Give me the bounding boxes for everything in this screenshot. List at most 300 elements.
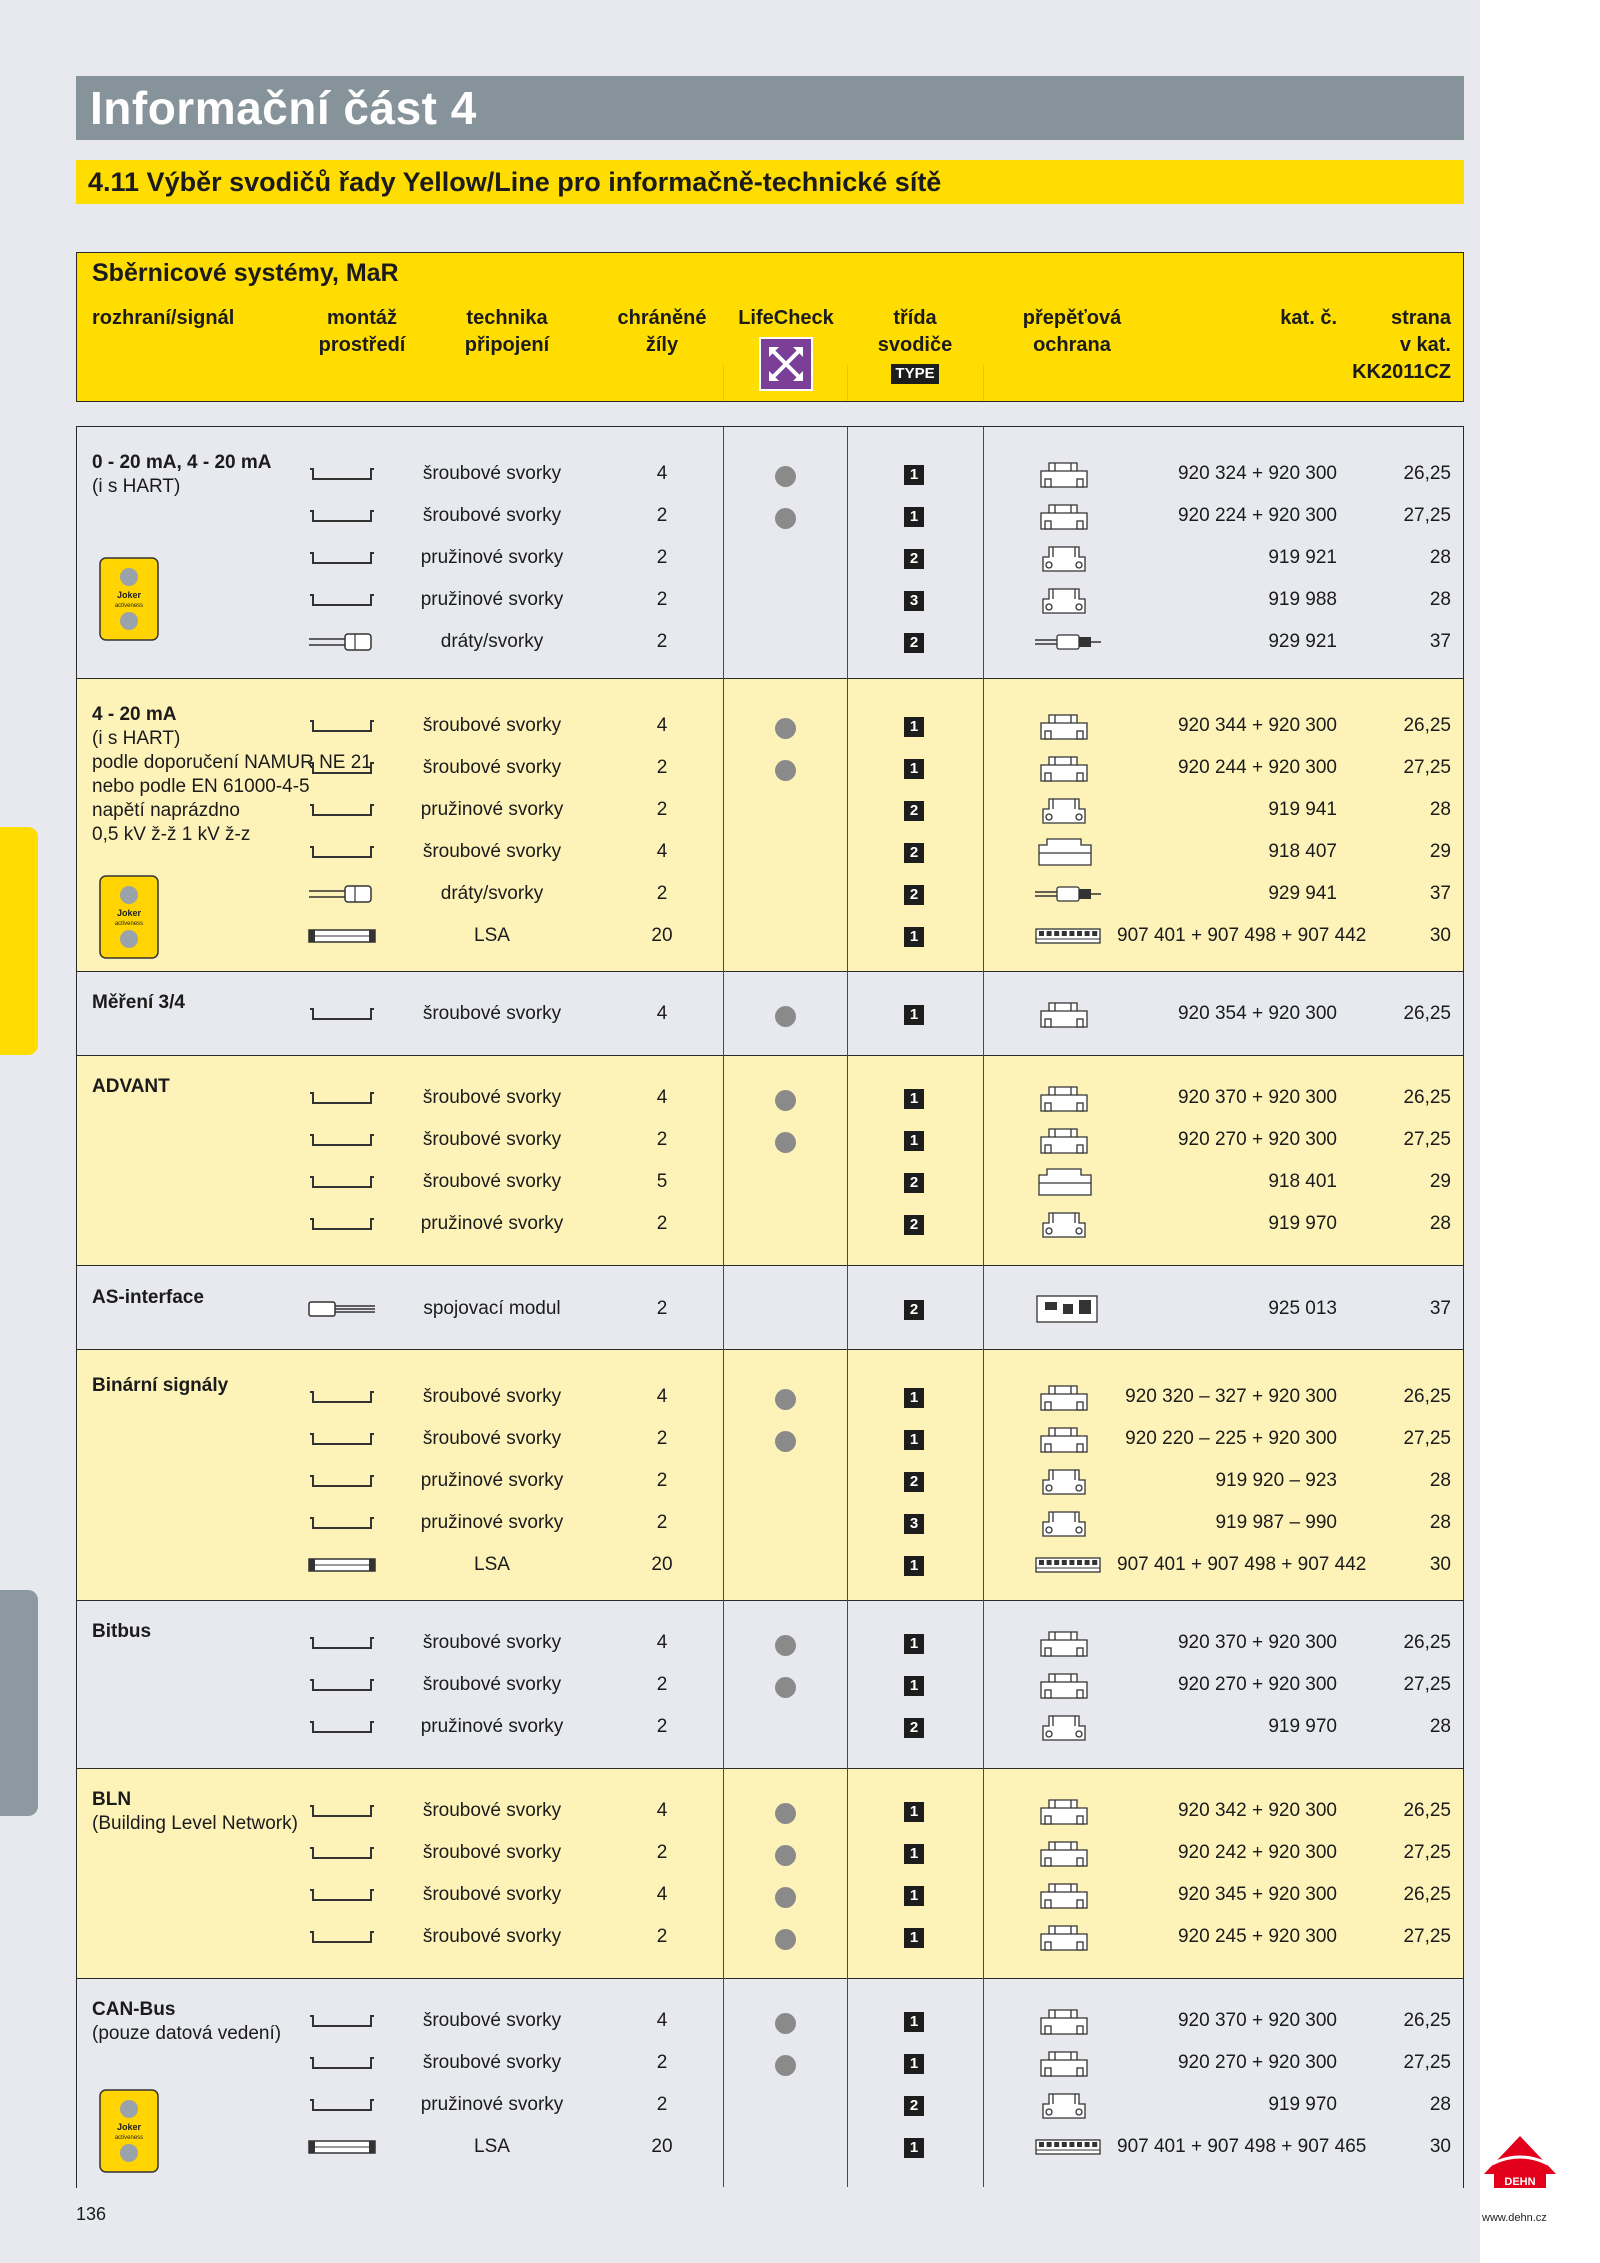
- connection-technique: šroubové svorky: [422, 1884, 562, 1905]
- blitzductor-module-icon: [1035, 1081, 1101, 1115]
- din-rail-icon: [307, 1428, 377, 1450]
- protected-wires: 20: [651, 925, 673, 946]
- arrester-class-badge: 1: [904, 1634, 924, 1654]
- table-row: [77, 537, 1463, 579]
- connection-technique: šroubové svorky: [422, 841, 562, 862]
- blitzductor-module-icon: [1035, 2004, 1101, 2038]
- connection-technique: šroubové svorky: [422, 715, 562, 736]
- arrester-class-badge: 1: [904, 1844, 924, 1864]
- group-name: 4 - 20 mA: [92, 704, 177, 725]
- table-row: [77, 915, 1463, 957]
- catalog-page: 27,25: [1403, 1674, 1451, 1695]
- protected-wires: 4: [656, 1003, 668, 1024]
- lifecheck-dot-icon: [775, 508, 796, 529]
- arrester-class-badge: 1: [904, 2138, 924, 2158]
- table-row: [77, 579, 1463, 621]
- catalog-number: 919 941: [1268, 799, 1337, 820]
- table-row: [77, 1418, 1463, 1460]
- catalog-page: 28: [1429, 2094, 1451, 2115]
- slim-protector-icon: [1035, 1207, 1101, 1241]
- header-page-line2: v kat.: [1399, 334, 1451, 356]
- product-group: [77, 1265, 1463, 1349]
- connection-technique: šroubové svorky: [422, 1129, 562, 1150]
- arrester-class-badge: 2: [904, 1300, 924, 1320]
- slim-protector-icon: [1035, 793, 1101, 827]
- table-row: [77, 1874, 1463, 1916]
- arrester-class-badge: 1: [904, 1676, 924, 1696]
- arrester-class-badge: 1: [904, 2012, 924, 2032]
- lsa-strip-icon: [307, 1554, 377, 1576]
- din-rail-icon: [307, 1926, 377, 1948]
- din-rail-icon: [307, 1842, 377, 1864]
- column-divider: [847, 427, 848, 2187]
- connection-technique: šroubové svorky: [422, 1842, 562, 1863]
- din-rail-icon: [307, 463, 377, 485]
- group-description-line: podle doporučení NAMUR NE 21: [92, 752, 372, 773]
- connection-technique: šroubové svorky: [422, 2010, 562, 2031]
- blitzductor-module-icon: [1035, 457, 1101, 491]
- table-row: [77, 831, 1463, 873]
- connection-technique: šroubové svorky: [422, 1674, 562, 1695]
- table-row: [77, 453, 1463, 495]
- lsa-strip-icon: [307, 925, 377, 947]
- header-connection-line2: připojení: [464, 334, 550, 356]
- header-interface: [92, 305, 234, 332]
- slim-protector-icon: [1035, 541, 1101, 575]
- protected-wires: 2: [656, 1842, 668, 1863]
- arrester-class-badge: 3: [904, 1514, 924, 1534]
- table-row: [77, 1916, 1463, 1958]
- joker-label: Joker: [116, 2122, 142, 2132]
- catalog-number: 920 245 + 920 300: [1177, 1926, 1337, 1947]
- protected-wires: 2: [656, 1213, 668, 1234]
- arrester-class-badge: 1: [904, 1928, 924, 1948]
- dehn-logo-text: DEHN: [1504, 2176, 1536, 2188]
- header-mounting-line2: prostředí: [318, 334, 406, 356]
- table-row: [77, 1119, 1463, 1161]
- catalog-number: 920 370 + 920 300: [1177, 1632, 1337, 1653]
- arrester-class-badge: 2: [904, 1472, 924, 1492]
- catalog-number: 920 342 + 920 300: [1177, 1800, 1337, 1821]
- arrester-class-badge: 1: [904, 2054, 924, 2074]
- group-description-line: (i s HART): [92, 476, 181, 497]
- lifecheck-dot-icon: [775, 2055, 796, 2076]
- table-row: [77, 1622, 1463, 1664]
- arrester-class-badge: 2: [904, 801, 924, 821]
- arrester-class-badge: 1: [904, 927, 924, 947]
- connection-technique: šroubové svorky: [422, 2052, 562, 2073]
- protected-wires: 2: [656, 1674, 668, 1695]
- group-name: AS-interface: [92, 1287, 204, 1308]
- connection-technique: pružinové svorky: [420, 2094, 564, 2115]
- joker-sub: activeness: [114, 2135, 144, 2141]
- arrester-class-badge: 1: [904, 465, 924, 485]
- catalog-number: 920 270 + 920 300: [1177, 2052, 1337, 2073]
- blitzductor-module-icon: [1035, 1380, 1101, 1414]
- header-connection-line1: technika: [466, 307, 548, 329]
- lifecheck-dot-icon: [775, 760, 796, 781]
- protected-wires: 4: [656, 715, 668, 736]
- protected-wires: 4: [656, 1087, 668, 1108]
- arrester-class-badge: 2: [904, 2096, 924, 2116]
- blitzductor-module-icon: [1035, 1626, 1101, 1660]
- din-rail-icon: [307, 1129, 377, 1151]
- arrester-class-badge: 1: [904, 1556, 924, 1576]
- page-title: Informační část 4: [76, 76, 1464, 140]
- catalog-page: 27,25: [1403, 1129, 1451, 1150]
- connection-technique: šroubové svorky: [422, 1800, 562, 1821]
- header-wires-line2: žíly: [645, 334, 679, 356]
- joker-label: Joker: [116, 908, 142, 918]
- group-description-line: 0,5 kV ž-ž 1 kV ž-z: [92, 824, 251, 845]
- header-interface-label: rozhraní/signál: [92, 307, 235, 329]
- side-tab-grey: [0, 1590, 38, 1816]
- product-group: [77, 1978, 1463, 2189]
- catalog-number: 918 407: [1268, 841, 1337, 862]
- lifecheck-dot-icon: [775, 1006, 796, 1027]
- din-rail-icon: [307, 1213, 377, 1235]
- arrester-class-badge: 1: [904, 1886, 924, 1906]
- product-group: [77, 427, 1463, 678]
- header-protection-line1: přepěťová: [1022, 307, 1122, 329]
- catalog-page: 29: [1429, 1171, 1451, 1192]
- connection-technique: dráty/svorky: [440, 883, 544, 904]
- catalog-page: 28: [1429, 799, 1451, 820]
- protected-wires: 2: [656, 2094, 668, 2115]
- lifecheck-dot-icon: [775, 1635, 796, 1656]
- table-row: [77, 1376, 1463, 1418]
- header-wires: [597, 305, 727, 359]
- connection-technique: pružinové svorky: [420, 799, 564, 820]
- catalog-number: 919 988: [1268, 589, 1337, 610]
- group-description-line: napětí naprázdno: [92, 800, 240, 821]
- side-tab-yellow: [0, 827, 38, 1055]
- catalog-number: 920 345 + 920 300: [1177, 1884, 1337, 1905]
- catalog-number: 907 401 + 907 498 + 907 442: [1117, 925, 1367, 946]
- catalog-number: 929 941: [1268, 883, 1337, 904]
- protected-wires: 2: [656, 1470, 668, 1491]
- protected-wires: 2: [656, 505, 668, 526]
- catalog-page: 30: [1429, 1554, 1451, 1575]
- lifecheck-dot-icon: [775, 1132, 796, 1153]
- protected-wires: 2: [656, 1512, 668, 1533]
- din-rail-icon: [307, 505, 377, 527]
- catalog-page: 30: [1429, 925, 1451, 946]
- table-row: [77, 2126, 1463, 2168]
- protected-wires: 2: [656, 1428, 668, 1449]
- connection-technique: pružinové svorky: [420, 547, 564, 568]
- connection-technique: pružinové svorky: [420, 1213, 564, 1234]
- arrester-class-badge: 1: [904, 507, 924, 527]
- protector-housing-icon: [1035, 1165, 1101, 1199]
- connection-technique: pružinové svorky: [420, 1716, 564, 1737]
- din-rail-icon: [307, 1674, 377, 1696]
- catalog-page: 27,25: [1403, 505, 1451, 526]
- lsa-strip-icon: [307, 2136, 377, 2158]
- slim-protector-icon: [1035, 2088, 1101, 2122]
- protected-wires: 2: [656, 589, 668, 610]
- catalog-page: 28: [1429, 1716, 1451, 1737]
- group-description-line: nebo podle EN 61000-4-5: [92, 776, 310, 797]
- lifecheck-icon: [759, 337, 813, 391]
- group-name: BLN: [92, 1789, 132, 1810]
- connection-technique: dráty/svorky: [440, 631, 544, 652]
- table-row: [77, 2084, 1463, 2126]
- arrester-class-badge: 1: [904, 1388, 924, 1408]
- connection-technique: šroubové svorky: [422, 463, 562, 484]
- protected-wires: 4: [656, 1386, 668, 1407]
- page-number: 136: [76, 2204, 107, 2224]
- column-divider: [983, 427, 984, 2187]
- table-row: [77, 1706, 1463, 1748]
- catalog-page: 27,25: [1403, 1428, 1451, 1449]
- din-rail-icon: [307, 1716, 377, 1738]
- protected-wires: 2: [656, 1298, 668, 1319]
- catalog-number: 920 324 + 920 300: [1177, 463, 1337, 484]
- header-protection: [997, 305, 1147, 359]
- product-group: [77, 1349, 1463, 1600]
- din-rail-icon: [307, 799, 377, 821]
- catalog-page: 37: [1429, 631, 1451, 652]
- catalog-number: 907 401 + 907 498 + 907 465: [1117, 2136, 1367, 2157]
- wire-connector-icon: [307, 631, 377, 653]
- catalog-page: 26,25: [1403, 463, 1451, 484]
- din-rail-icon: [307, 2052, 377, 2074]
- catalog-page: 26,25: [1403, 1003, 1451, 1024]
- lifecheck-dot-icon: [775, 1887, 796, 1908]
- connection-technique: pružinové svorky: [420, 589, 564, 610]
- pcb-module-icon: [1035, 1292, 1101, 1326]
- protected-wires: 2: [656, 883, 668, 904]
- catalog-number: 920 354 + 920 300: [1177, 1003, 1337, 1024]
- arrester-class-badge: 1: [904, 1131, 924, 1151]
- catalog-number: 920 242 + 920 300: [1177, 1842, 1337, 1863]
- table-row: [77, 1203, 1463, 1245]
- lifecheck-dot-icon: [775, 1431, 796, 1452]
- din-rail-icon: [307, 547, 377, 569]
- catalog-number: 919 920 – 923: [1215, 1470, 1337, 1491]
- table-row: [77, 873, 1463, 915]
- protected-wires: 2: [656, 631, 668, 652]
- protected-wires: 20: [651, 2136, 673, 2157]
- catalog-number: 920 370 + 920 300: [1177, 2010, 1337, 2031]
- protected-wires: 2: [656, 1716, 668, 1737]
- group-name: Měření 3/4: [92, 992, 185, 1013]
- catalog-number: 919 987 – 990: [1215, 1512, 1337, 1533]
- catalog-page: 37: [1429, 883, 1451, 904]
- catalog-number: 929 921: [1268, 631, 1337, 652]
- inline-protector-icon: [1035, 625, 1101, 659]
- connection-technique: LSA: [474, 2136, 510, 2157]
- group-description-line: (i s HART): [92, 728, 181, 749]
- product-group: [77, 1768, 1463, 1978]
- slim-protector-icon: [1035, 1710, 1101, 1744]
- group-description-line: (pouze datová vedení): [92, 2023, 282, 2044]
- din-rail-icon: [307, 841, 377, 863]
- header-page-line3: KK2011CZ: [1352, 361, 1451, 383]
- type-badge: TYPE: [891, 364, 938, 384]
- group-name: Bitbus: [92, 1621, 152, 1642]
- header-wires-line1: chráněné: [617, 307, 707, 329]
- lifecheck-dot-icon: [775, 1803, 796, 1824]
- catalog-number: 920 270 + 920 300: [1177, 1129, 1337, 1150]
- din-rail-icon: [307, 1171, 377, 1193]
- din-rail-icon: [307, 757, 377, 779]
- joker-sub: activeness: [114, 603, 144, 609]
- protected-wires: 4: [656, 841, 668, 862]
- catalog-number: 918 401: [1268, 1171, 1337, 1192]
- wire-connector-icon: [307, 883, 377, 905]
- header-lifecheck-label: LifeCheck: [738, 307, 834, 329]
- blitzductor-module-icon: [1035, 1794, 1101, 1828]
- joker-label: Joker: [116, 590, 142, 600]
- header-class: [855, 305, 975, 386]
- protector-housing-icon: [1035, 835, 1101, 869]
- column-divider: [723, 427, 724, 2187]
- table-row: [77, 1832, 1463, 1874]
- catalog-page: 26,25: [1403, 1884, 1451, 1905]
- joker-sub: activeness: [114, 921, 144, 927]
- arrester-class-badge: 1: [904, 1089, 924, 1109]
- catalog-page: 27,25: [1403, 1926, 1451, 1947]
- lifecheck-dot-icon: [775, 1677, 796, 1698]
- arrester-class-badge: 2: [904, 1173, 924, 1193]
- catalog-number: 919 970: [1268, 1716, 1337, 1737]
- product-group: [77, 971, 1463, 1055]
- catalog-number: 919 921: [1268, 547, 1337, 568]
- catalog-page: 26,25: [1403, 1800, 1451, 1821]
- arrester-class-badge: 2: [904, 1718, 924, 1738]
- catalog-number: 919 970: [1268, 1213, 1337, 1234]
- header-class-label: třída svodiče: [877, 307, 953, 356]
- catalog-page: 28: [1429, 1470, 1451, 1491]
- table-row: [77, 1502, 1463, 1544]
- catalog-page: 27,25: [1403, 2052, 1451, 2073]
- catalog-number: 920 344 + 920 300: [1177, 715, 1337, 736]
- brand-url: www.dehn.cz: [1482, 2212, 1547, 2224]
- group-name: 0 - 20 mA, 4 - 20 mA: [92, 452, 272, 473]
- arrester-class-badge: 2: [904, 633, 924, 653]
- group-description-line: (Building Level Network): [92, 1813, 298, 1834]
- table-header: [76, 252, 1464, 402]
- catalog-page: 29: [1429, 841, 1451, 862]
- blitzductor-module-icon: [1035, 1836, 1101, 1870]
- table-row: [77, 1288, 1463, 1330]
- catalog-page: 26,25: [1403, 2010, 1451, 2031]
- din-rail-icon: [307, 1087, 377, 1109]
- lifecheck-dot-icon: [775, 718, 796, 739]
- table-row: [77, 1544, 1463, 1586]
- table-row: [77, 1790, 1463, 1832]
- protected-wires: 4: [656, 463, 668, 484]
- blitzductor-module-icon: [1035, 997, 1101, 1031]
- catalog-number: 925 013: [1268, 1298, 1337, 1319]
- catalog-number: 920 270 + 920 300: [1177, 1674, 1337, 1695]
- protected-wires: 2: [656, 799, 668, 820]
- connection-technique: pružinové svorky: [420, 1470, 564, 1491]
- catalog-page: 26,25: [1403, 715, 1451, 736]
- connection-technique: šroubové svorky: [422, 1003, 562, 1024]
- header-section-title: Sběrnicové systémy, MaR: [92, 259, 399, 287]
- table-row: [77, 747, 1463, 789]
- table-row: [77, 621, 1463, 663]
- table-row: [77, 1460, 1463, 1502]
- slim-protector-icon: [1035, 1506, 1101, 1540]
- blitzductor-module-icon: [1035, 2046, 1101, 2080]
- section-subtitle: 4.11 Výběr svodičů řady Yellow/Line pro informačně-technické sítě: [76, 160, 1464, 204]
- catalog-number: 920 320 – 327 + 920 300: [1125, 1386, 1337, 1407]
- protected-wires: 4: [656, 1800, 668, 1821]
- protected-wires: 4: [656, 1884, 668, 1905]
- product-group: [77, 1055, 1463, 1265]
- blitzductor-module-icon: [1035, 1920, 1101, 1954]
- product-table: [76, 426, 1464, 2188]
- lifecheck-dot-icon: [775, 466, 796, 487]
- group-name: ADVANT: [92, 1076, 170, 1097]
- catalog-number: 920 224 + 920 300: [1177, 505, 1337, 526]
- connection-technique: LSA: [474, 925, 510, 946]
- lifecheck-dot-icon: [775, 2013, 796, 2034]
- din-rail-icon: [307, 1884, 377, 1906]
- catalog-page: 28: [1429, 1213, 1451, 1234]
- header-divider: [847, 365, 848, 401]
- right-margin: [1480, 0, 1600, 2263]
- product-group: [77, 678, 1463, 971]
- catalog-number: 920 370 + 920 300: [1177, 1087, 1337, 1108]
- catalog-page: 28: [1429, 589, 1451, 610]
- product-group: [77, 1600, 1463, 1768]
- group-name: Binární signály: [92, 1375, 229, 1396]
- table-row: [77, 993, 1463, 1035]
- arrester-class-badge: 2: [904, 843, 924, 863]
- catalog-page: 27,25: [1403, 1842, 1451, 1863]
- table-row: [77, 1077, 1463, 1119]
- header-mounting: [307, 305, 417, 359]
- module-icon: [307, 1298, 377, 1320]
- arrester-class-badge: 1: [904, 1802, 924, 1822]
- catalog-page: 30: [1429, 2136, 1451, 2157]
- header-mounting-line1: montáž: [327, 307, 397, 329]
- arrester-class-badge: 2: [904, 1215, 924, 1235]
- blitzductor-module-icon: [1035, 1422, 1101, 1456]
- din-rail-icon: [307, 2094, 377, 2116]
- arrester-class-badge: 1: [904, 759, 924, 779]
- header-protection-line2: ochrana: [1033, 334, 1111, 356]
- protected-wires: 2: [656, 757, 668, 778]
- table-row: [77, 2000, 1463, 2042]
- catalog-page: 26,25: [1403, 1087, 1451, 1108]
- header-page: [1347, 305, 1451, 386]
- catalog-number: 920 244 + 920 300: [1177, 757, 1337, 778]
- blitzductor-module-icon: [1035, 1123, 1101, 1157]
- din-rail-icon: [307, 1003, 377, 1025]
- blitzductor-module-icon: [1035, 1878, 1101, 1912]
- table-row: [77, 1161, 1463, 1203]
- arrester-class-badge: 1: [904, 1005, 924, 1025]
- header-divider: [983, 365, 984, 401]
- connection-technique: šroubové svorky: [422, 1386, 562, 1407]
- protected-wires: 2: [656, 547, 668, 568]
- din-rail-icon: [307, 1386, 377, 1408]
- catalog-page: 28: [1429, 547, 1451, 568]
- slim-protector-icon: [1035, 1464, 1101, 1498]
- table-row: [77, 1664, 1463, 1706]
- lifecheck-dot-icon: [775, 1389, 796, 1410]
- protected-wires: 2: [656, 1129, 668, 1150]
- protected-wires: 4: [656, 2010, 668, 2031]
- din-rail-icon: [307, 1470, 377, 1492]
- din-rail-icon: [307, 715, 377, 737]
